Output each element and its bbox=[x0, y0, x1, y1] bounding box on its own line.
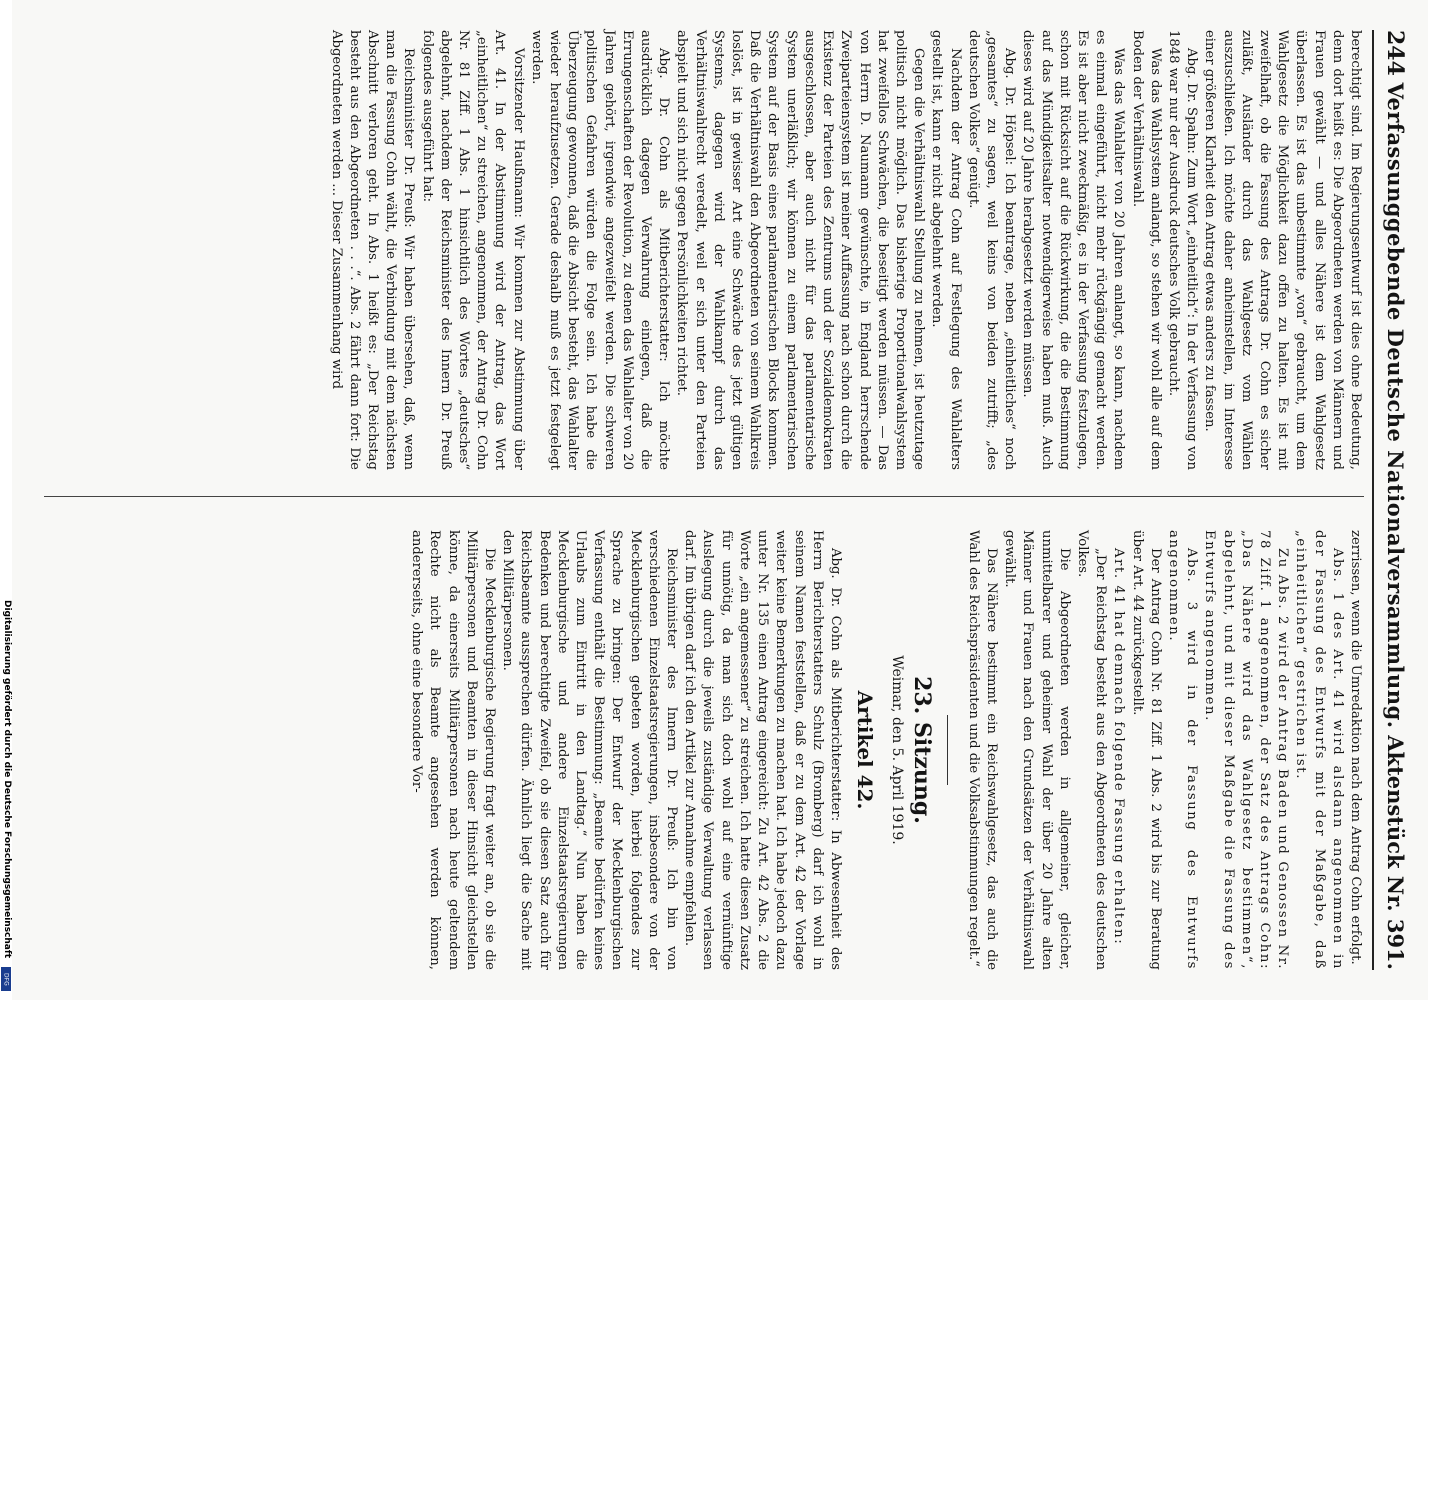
paragraph: Abg. Dr. Cohn als Mitberichterstatter: In Abwesenheit des Herrn Berichterstatters Schulz (Bromberg) darf ich wohl in seinem Namen feststellen, daß er zu dem Art. 42 der Vorlage weiter keine Bemerkungen zu machen hat. Ich habe jedoch dazu unter Nr. 135 einen Antrag eingereicht: Zu Art. 42 Abs. 2 die Worte „ein angemessener“ zu streichen. Ich hatte diesen Zusatz für unnötig, da man sich doch wohl auf eine vernünftige Auslegung durch die jeweils zuständige Verwaltung verlassen darf. Im übrigen darf ich den Artikel zur Annahme empfehlen. bbox=[682, 530, 843, 970]
paragraph: zerrissen, wenn die Umredaktion nach dem Antrag Cohn erfolgt. bbox=[1348, 530, 1363, 965]
dfg-logo: DFG bbox=[1, 967, 11, 991]
section-rule bbox=[947, 715, 948, 785]
paragraph: Abg. Dr. Höpsel: Ich beantrage, neben „einheitliches“ noch „gesamtes“ zu sagen, weil keins von beiden zutrifft; „des deutschen Volkes“ genügt. bbox=[965, 30, 1018, 470]
paragraph: Abs. 3 wird in der Fassung des Entwurfs angenommen. bbox=[1165, 530, 1200, 970]
paragraph: Was das Wahlsystem anlangt, so stehen wir wohl alle auf dem Boden der Verhältniswahl. bbox=[1129, 30, 1163, 470]
paragraph: Zu Abs. 2 wird der Antrag Baden und Genossen Nr. 78 Ziff. 1 angenommen, der Satz des Antrags Cohn: „Das Nähere wird das Wahlgesetz bestimmen“, abgelehnt, und mit dieser Maßgabe die Fassung des Entwurfs angenommen. bbox=[1202, 530, 1291, 970]
paragraph: Abs. 1 des Art. 41 wird alsdann angenommen in der Fassung des Entwurfs mit der Maßgabe, daß „einheitlichen“ gestrichen ist. bbox=[1293, 530, 1345, 970]
digitization-footer bbox=[0, 0, 12, 1000]
paragraph: berechtigt sind. Im Regierungsentwurf ist dies ohne Bedeutung, denn dort heißt es: Die Abgeordneten werden von Männern und Frauen gewählt — und alles Nähere ist dem Wahlgesetz überlassen. Es ist das unbestimmte „von“ gebraucht, um dem Wahlgesetz die Möglichkeit dazu offen zu halten. Es ist mit zweifelhaft, ob die Fassung des Antrags Dr. Cohn es sicher zuläßt, Ausländer durch das Wahlgesetz vom Wählen auszuschließen. Ich möchte daher anheimstellen, im Interesse einer größeren Klarheit den Antrag etwas anders zu fassen. bbox=[1202, 30, 1363, 470]
page-header bbox=[1372, 30, 1408, 970]
paragraph: Reichsminister des Innern Dr. Preuß: Ich bin von verschiedenen Einzelstaatsregierungen, insbesondere von der Mecklenburgischen gebeten worden, hierbei folgendes zur Sprache zu bringen: Der Entwurf der Mecklenburgischen Verfassung enthält die Bestimmung: „Beamte bedürfen keines Urlaubs zum Eintritt in den Landtag.“ Nun haben die Mecklenburgische und andere Einzelstaatsregierungen Bedenken und berechtigte Zweifel, ob sie diesen Satz auch für Reichsbeamte aussprechen dürfen. Ähnlich liegt die Sache mit den Militärpersonen. bbox=[500, 530, 680, 970]
paragraph: Art. 41 hat demnach folgende Fassung erhalten: bbox=[1111, 548, 1127, 946]
session-date: Weimar, den 5. April 1919. bbox=[889, 655, 906, 845]
document-page bbox=[12, 0, 1428, 1000]
running-title: Verfassunggebende Deutsche Nationalversammlung. bbox=[1383, 82, 1408, 729]
session-title: 23. Sitzung. bbox=[908, 676, 935, 824]
paragraph: Reichsminister Dr. Preuß: Wir haben übersehen, daß, wenn man die Fassung Cohn wählt, die Verbindung mit dem nächsten Abschnitt verloren geht. In Abs. 1 heißt es: „Der Reichstag besteht aus den Abgeordneten . . .“. Abs. 2 fährt dann fort: Die Abgeordneten werden ... Dieser Zusammenhang wird bbox=[328, 30, 417, 470]
file-reference: Aktenstück Nr. 391. bbox=[1383, 735, 1408, 970]
paragraph: Abg. Dr. Spahn: Zum Wort „einheitlich“: In der Verfassung von 1848 war nur der Ausdruck deutsches Volk gebraucht. bbox=[1165, 30, 1200, 470]
article-title: Artikel 42. bbox=[853, 690, 878, 810]
paragraph: Vorsitzender Haußmann: Wir kommen zur Abstimmung über Art. 41. In der Abstimmung wird der Antrag, das Wort „einheitlichen“ zu streichen, angenommen, der Antrag Dr. Cohn Nr. 81 Ziff. 1 Abs. 1 hinsichtlich des Wortes „deutsches“ abgelehnt, nachdem der Reichsminister des Innern Dr. Preuß folgendes ausgeführt hat: bbox=[419, 30, 526, 470]
paragraph: Gegen die Verhältniswahl Stellung zu nehmen, ist heutzutage politisch nicht möglich. Das bisherige Proportionalwahlsystem hat zweifellos Schwächen, die beseitigt werden müssen. — Das von Herrn D. Naumann gewünschte, in England herrschende Zweiparteiensystem ist meiner Auffassung nach schon durch die Existenz der Parteien des Zentrums und der Sozialdemokraten ausgeschlossen, aber auch nicht für das parlamentarische System unerläßlich; wir können zu einem parlamentarischen System auf der Basis eines parlamentarischen Blocks kommen. Daß die Verhältniswahl den Abgeordneten von seinem Wahlkreis loslöst, ist in gewisser Art eine Schwäche des jetzt gültigen Systems, dagegen wird der Wahlkampf durch das Verhältniswahlrecht veredelt, weil er sich unter den Parteien abspielt und sich nicht gegen Persönlichkeiten richtet. bbox=[674, 30, 927, 470]
column-divider bbox=[44, 496, 1364, 497]
paragraph: Die Mecklenburgische Regierung fragt weiter an, ob sie die Militärpersonen und Beamten in dieser Hinsicht gleichstellen könne, da einerseits Militärpersonen nach heute geltendem Rechte nicht als Beamte angesehen werden können, andererseits, ohne eine besondere Vor- bbox=[409, 530, 498, 970]
right-column bbox=[407, 530, 1364, 970]
paragraph: Nachdem der Antrag Cohn auf Festlegung des Wahlalters gestellt ist, kann er nicht abgelehnt werden. bbox=[929, 30, 963, 470]
page-number: 244 bbox=[1382, 30, 1408, 76]
paragraph: Abg. Dr. Cohn als Mitberichterstatter: Ich möchte ausdrücklich dagegen Verwahrung einlegen, daß die Errungenschaften der Revolution, zu denen das Wahlalter von 20 Jahren gehört, irgendwie angezweifelt werden. Die schweren politischen Gefahren würden die Folge sein. Ich habe die Überzeugung gewonnen, daß die Absicht besteht, das Wahlalter wieder heraufzusetzen. Gerade deshalb muß es jetzt festgelegt werden. bbox=[528, 30, 672, 470]
quote-paragraph: Das Nähere bestimmt ein Reichswahlgesetz, das auch die Wahl des Reichspräsidenten und die Volksabstimmungen regelt.“ bbox=[965, 530, 999, 970]
footer-text: Digitalisierung gefördert durch die Deutsche Forschungsgemeinschaft bbox=[2, 600, 12, 959]
paragraph: Der Antrag Cohn Nr. 81 Ziff. 1 Abs. 2 wird bis zur Beratung über Art. 44 zurückgestellt. bbox=[1129, 530, 1163, 970]
quote-paragraph: „Der Reichstag besteht aus den Abgeordneten des deutschen Volkes. bbox=[1074, 530, 1109, 970]
quote-paragraph: Die Abgeordneten werden in allgemeiner, gleicher, unmittelbarer und geheimer Wahl der über 20 Jahre alten Männer und Frauen nach den Grundsätzen der Verhältniswahl gewählt. bbox=[1002, 530, 1072, 970]
paragraph: Was das Wahlalter von 20 Jahren anlangt, so kann, nachdem es einmal eingeführt, nicht mehr rückgängig gemacht werden. Es ist aber nicht zweckmäßig, es in der Verfassung festzulegen, schon mit Rücksicht auf die Rückwirkung, die die Bestimmung auf das Mündigkeitsalter notwendigerweise haben muß. Auch dieses wird auf 20 Jahre herabgesetzt werden müssen. bbox=[1020, 30, 1127, 470]
left-column bbox=[326, 30, 1364, 470]
